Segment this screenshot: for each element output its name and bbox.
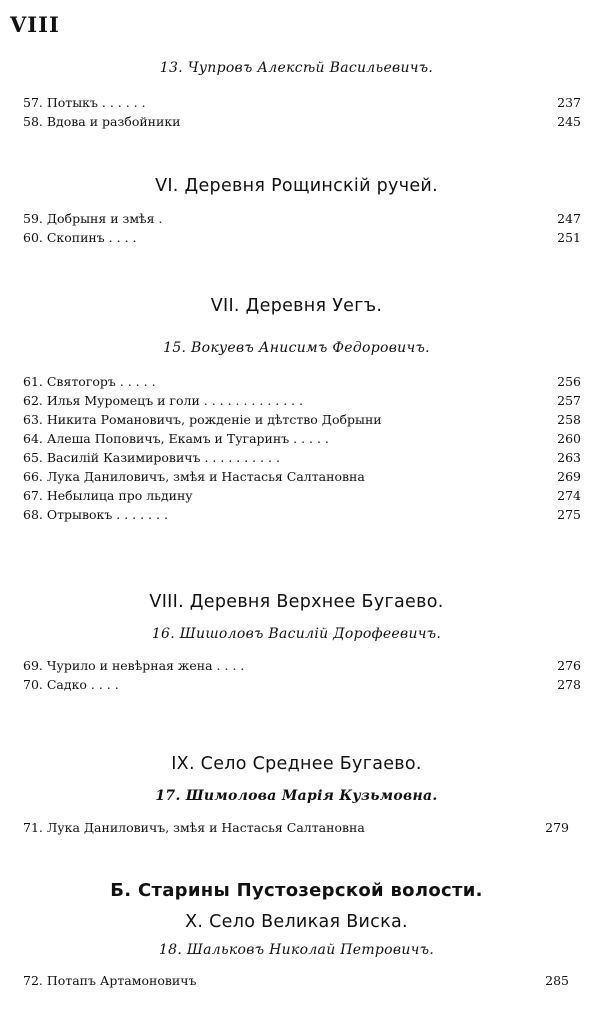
toc-entry: 68. Отрывокъ . . . . . . . 275	[23, 507, 581, 522]
section-ueg	[0, 296, 593, 524]
toc-entry: 67. Небылица про льдину 274	[23, 488, 581, 503]
entry-list	[0, 971, 593, 990]
section-verkhnee-bugaevo	[0, 592, 593, 694]
toc-entry: 66. Лука Даниловичъ, змѣя и Настасья Салтановна 269	[23, 469, 581, 484]
section-title: IX. Село Среднее Бугаево.	[171, 754, 422, 774]
section-person: 13. Чупровъ Алексѣй Васильевичъ.	[159, 60, 434, 76]
section-velikaya-viska	[0, 880, 593, 990]
section-person: 15. Вокуевъ Анисимъ Федоровичъ.	[163, 340, 430, 356]
section-srednee-bugaevo	[0, 754, 593, 837]
section-title: X. Село Великая Виска.	[185, 912, 408, 932]
entry-list	[0, 656, 593, 694]
toc-entry: 57. Потыкъ . . . . . . 237	[23, 95, 581, 110]
section-title: VI. Деревня Рощинскій ручей.	[155, 176, 438, 196]
toc-entry: 59. Добрыня и змѣя . 247	[23, 211, 581, 226]
entry-list	[0, 93, 593, 131]
toc-entry: 58. Вдова и разбойники 245	[23, 114, 581, 129]
toc-entry: 62. Илья Муромецъ и голи . . . . . . . . . . . . . 257	[23, 393, 581, 408]
toc-entry: 63. Никита Романовичъ, рожденіе и дѣтство Добрыни 258	[23, 412, 581, 427]
page-number: VIII	[10, 12, 60, 37]
toc-entry: 60. Скопинъ . . . . 251	[23, 230, 581, 245]
entry-list	[0, 209, 593, 247]
section-title: VIII. Деревня Верхнее Бугаево.	[149, 592, 444, 612]
section-title: VII. Деревня Уегъ.	[210, 296, 383, 316]
entry-list	[0, 818, 593, 837]
toc-entry: 69. Чурило и невѣрная жена . . . . 276	[23, 658, 581, 673]
section-person: 18. Шальковъ Николай Петровичъ.	[158, 942, 435, 958]
section-person: 16. Шишоловъ Василій Дорофеевичъ.	[151, 626, 442, 642]
toc-entry: 71. Лука Даниловичъ, змѣя и Настасья Салтановна 279	[23, 820, 569, 835]
toc-entry: 65. Василій Казимировичъ . . . . . . . . . . 263	[23, 450, 581, 465]
part-heading: Б. Старины Пустозерской волости.	[110, 880, 483, 901]
toc-entry: 61. Святогоръ . . . . . 256	[23, 374, 581, 389]
toc-entry: 70. Садко . . . . 278	[23, 677, 581, 692]
section-person: 17. Шимолова Марія Кузьмовна.	[155, 788, 438, 804]
entry-list	[0, 372, 593, 524]
section-roshchinsky	[0, 176, 593, 247]
section-chuprov	[0, 60, 593, 131]
toc-entry: 72. Потапъ Артамоновичъ 285	[23, 973, 569, 988]
toc-entry: 64. Алеша Поповичъ, Екамъ и Тугаринъ . . . . . 260	[23, 431, 581, 446]
